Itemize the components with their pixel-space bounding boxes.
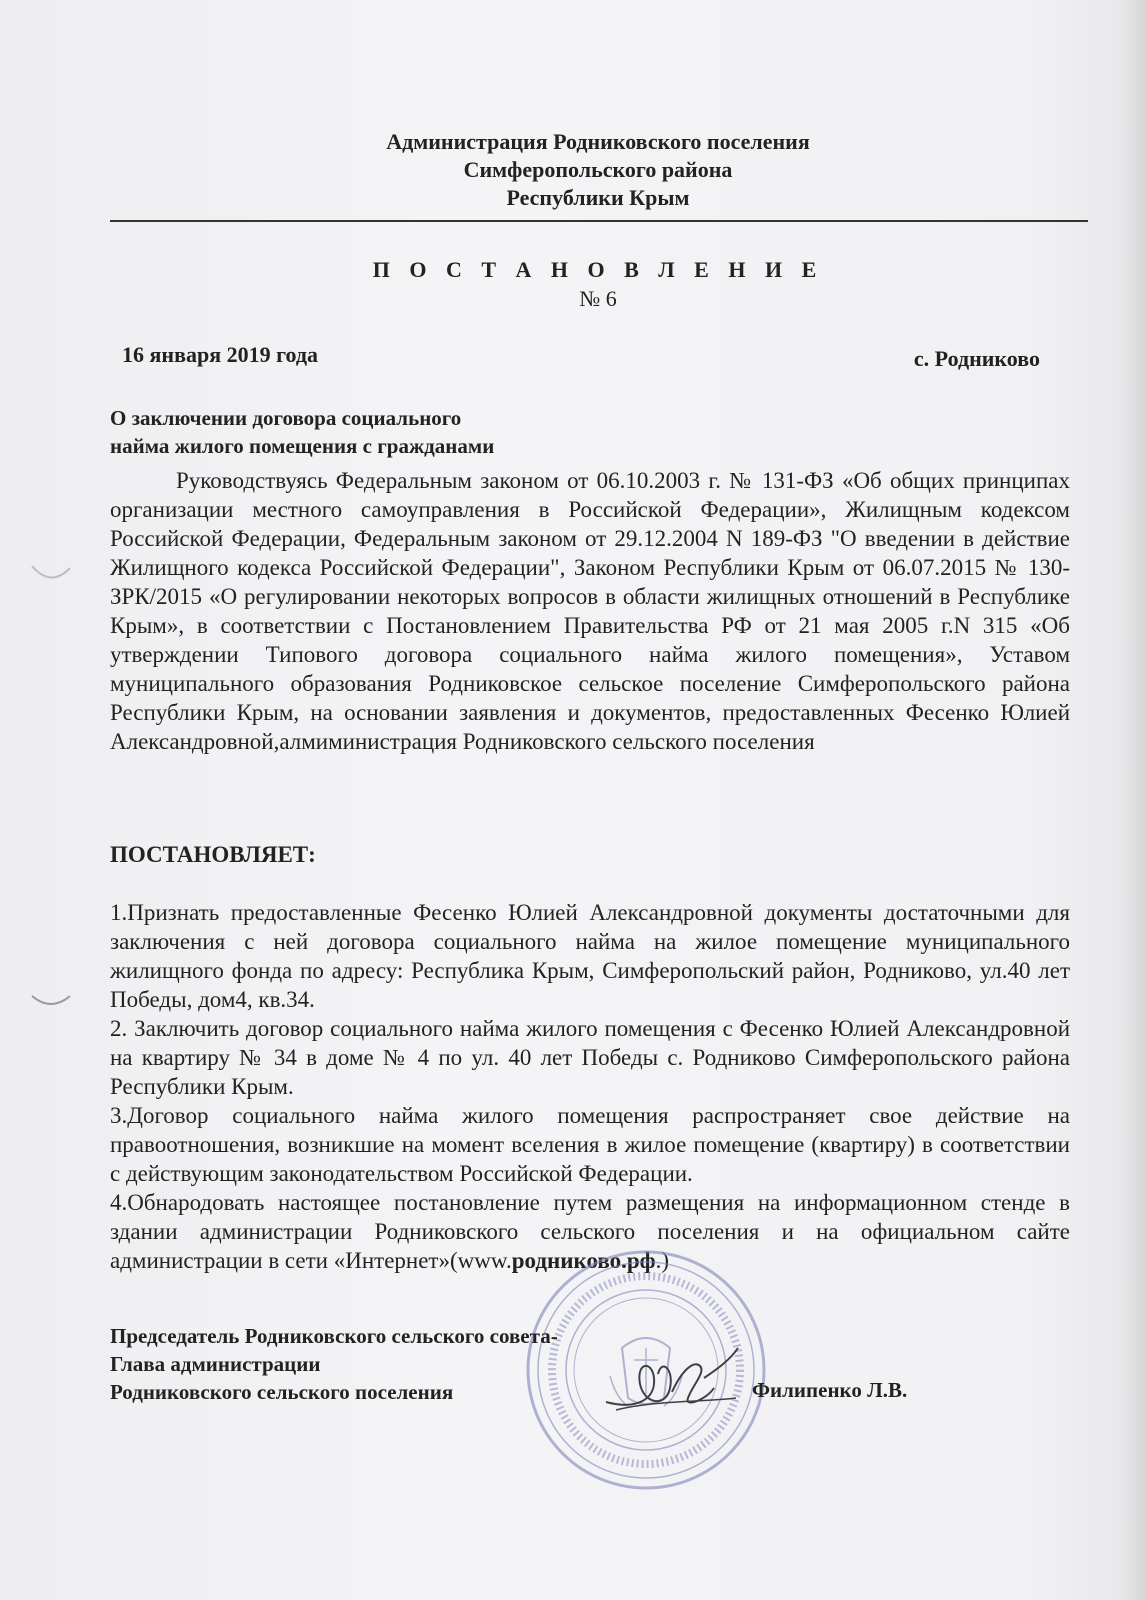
handwritten-signature [596, 1340, 746, 1420]
header [110, 128, 1086, 212]
signatory-name: Филипенко Л.В. [752, 1378, 908, 1402]
resolution-items [110, 898, 1070, 1275]
subject-line-2: найма жилого помещения с гражданами [110, 434, 495, 458]
resolves-heading: ПОСТАНОВЛЯЕТ: [110, 842, 316, 867]
signatory-line-1: Председатель Родниковского сельского совета- [110, 1324, 558, 1348]
punch-hole-mark-top [30, 562, 72, 584]
document-date: 16 января 2019 года [122, 342, 319, 367]
resolution-item-1: 1.Признать предоставленные Фесенко Юлией Александровной документы достаточными для заключения с ней договора социального найма на жилое помещение муниципального жилищного фонда по адресу: Республика Крым, Симферопольский район, Родниково, ул.40 лет Победы, дом4, кв.34. [110, 900, 1070, 1012]
signatory-block [110, 1322, 558, 1406]
item-4-website: родниково.рф [511, 1248, 656, 1273]
header-line-1: Администрация Родниковского поселения [386, 129, 810, 154]
resolution-item-2: 2. Заключить договор социального найма жилого помещения с Фесенко Юлией Александровной на квартиру № 34 в доме № 4 по ул. 40 лет Победы с. Родниково Симферопольского района Республики Крым. [110, 1016, 1070, 1099]
item-4-text: 4.Обнародовать настоящее постановление путем размещения на информационном стенде в здании администрации Родниковского сельского поселения и на официальном сайте администрации в сети «Интернет»(www. [110, 1190, 1070, 1273]
signatory-line-3: Родниковского сельского поселения [110, 1380, 454, 1404]
document-subject [110, 404, 494, 460]
paper-edge-shadow [1118, 0, 1146, 1600]
header-divider [110, 220, 1088, 222]
document-type-title: П О С Т А Н О В Л Е Н И Е [372, 257, 824, 282]
resolution-item-3: 3.Договор социального найма жилого помещения распространяет свое действие на правоотношения, возникшие на момент вселения в жилое помещение (квартиру) в соответствии с действующим законодательством Российской Федерации. [110, 1103, 1070, 1186]
header-line-3: Республики Крым [506, 185, 690, 210]
preamble-paragraph: Руководствуясь Федеральным законом от 06.10.2003 г. № 131-ФЗ «Об общих принципах организации местного самоуправления в Российской Федерации», Жилищным кодексом Российской Федерации, Федеральным законом от 29.12.2004 N 189-ФЗ "О введении в действие Жилищного кодекса Российской Федерации", Законом Республики Крым от 06.07.2015 № 130-ЗРК/2015 «О регулировании некоторых вопросов в области жилищных отношений в Республике Крым», в соответствии с Постановлением Правительства РФ от 21 мая 2005 г.N 315 «Об утверждении Типового договора социального найма жилого помещения», Уставом муниципального образования Родниковское сельское поселение Симферопольского района Республики Крым, на основании заявления и документов, предоставленных Фесенко Юлией Александровной,алмиминистрация Родниковского сельского поселения [110, 468, 1070, 754]
signatory-line-2: Глава администрации [110, 1352, 321, 1376]
header-line-2: Симферопольского района [463, 157, 733, 182]
document-place: с. Родниково [913, 346, 1040, 371]
document-number: № 6 [579, 286, 617, 311]
subject-line-1: О заключении договора социального [110, 406, 462, 430]
item-4-end: .) [655, 1248, 670, 1273]
punch-hole-mark-bottom [30, 990, 72, 1012]
